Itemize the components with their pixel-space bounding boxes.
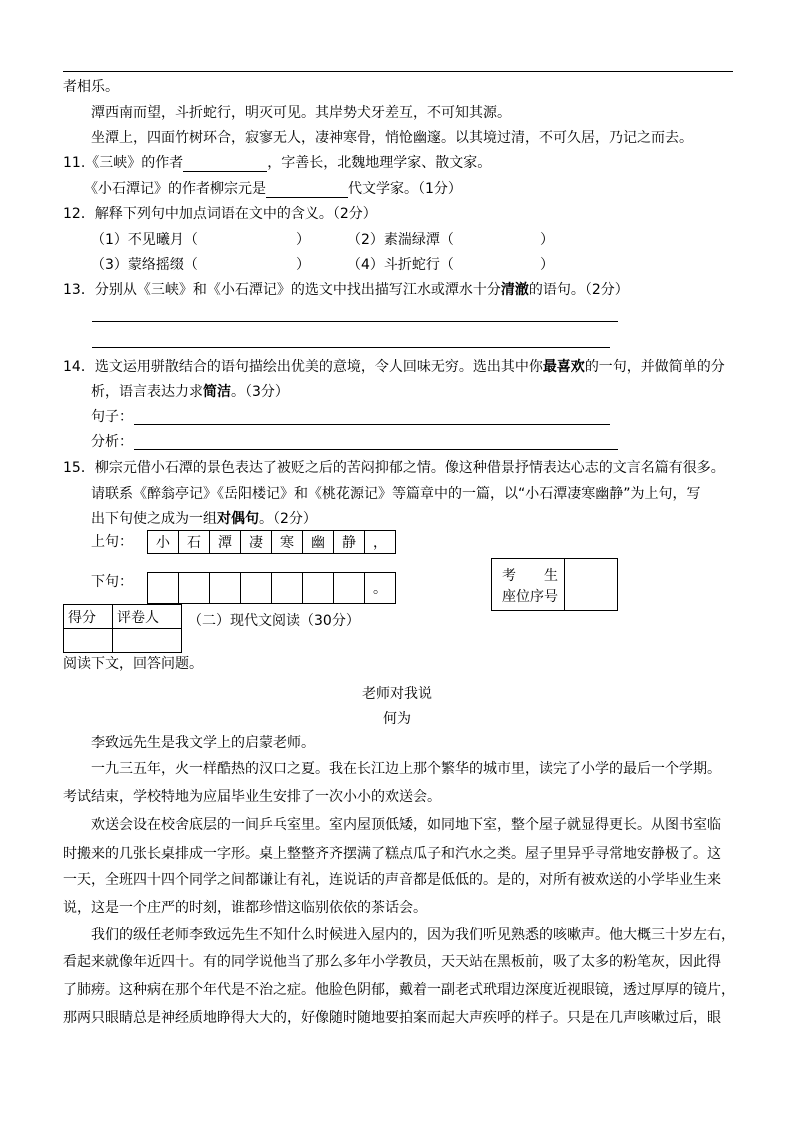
grid-cell: 潭: [210, 531, 241, 554]
answer-cell[interactable]: [148, 573, 179, 604]
score-header: 得分: [64, 605, 113, 629]
q11-text-post: ，字善长，北魏地理学家、散文家。: [267, 155, 492, 171]
score-table: [63, 604, 182, 653]
q12-item-4-close: ）: [540, 257, 554, 273]
q13-pre: 13．分别从《三峡》和《小石潭记》的选文中找出描写江水或潭水十分: [63, 282, 501, 298]
paragraph-line: 了肺痨。这种病在那个年代是不治之症。他脸色阴郁，戴着一副老式玳瑁边深度近视眼镜，透过厚厚的镜片，: [63, 982, 735, 998]
q12-item-label: （1）不见曦月（: [91, 232, 198, 248]
q13-post: 的语句。（2分）: [528, 282, 629, 298]
lower-line-grid: [147, 572, 396, 604]
paragraph-line: 一九三五年，火一样酷热的汉口之夏。我在长江边上那个繁华的城市里，读完了小学的最后一个学期。: [91, 761, 721, 777]
answer-cell-end: 。: [365, 573, 396, 604]
q11-dynasty-blank[interactable]: [266, 183, 348, 198]
grid-cell: 小: [148, 531, 179, 554]
answer-line[interactable]: [92, 347, 610, 348]
analysis-label: 分析：: [91, 434, 133, 450]
q12-item-4: （4）斗折蛇行（: [347, 257, 454, 273]
q13-bold: 清澈: [500, 282, 529, 298]
answer-cell[interactable]: [272, 573, 303, 604]
paragraph-line: 时搬来的几张长桌排成一字形。桌上整整齐齐摆满了糕点瓜子和汽水之类。屋子里异乎寻常地安静极了。这: [63, 846, 721, 862]
q11b-text-pre: 《小石潭记》的作者柳宗元是: [84, 181, 266, 197]
q14-l2-post: 。（3分）: [231, 384, 289, 400]
answer-cell[interactable]: [334, 573, 365, 604]
text-line: 潭西南而望，斗折蛇行，明灭可见。其岸势犬牙差互，不可知其源。: [91, 105, 511, 121]
paragraph-line: 那两只眼睛总是神经质地睁得大大的，好像随时随地要拍案而起大声疾呼的样子。只是在几声咳嗽过后，眼: [63, 1010, 721, 1026]
seat-number-box: [491, 558, 618, 611]
section-title: （二）现代文阅读（30分）: [188, 613, 360, 629]
question-15-line2: 请联系《醉翁亭记》《岳阳楼记》和《桃花源记》等篇章中的一篇，以“小石潭凄寒幽静”为上句，写: [91, 486, 701, 502]
sentence-label: 句子：: [91, 409, 133, 425]
question-14-line1: [63, 358, 725, 376]
question-12-title: 12．解释下列句中加点词语在文中的含义。（2分）: [63, 206, 377, 222]
paragraph-line: 我们的级任老师李致远先生不知什么时候进入屋内的，因为我们听见熟悉的咳嗽声。他大概三十岁左右，: [91, 927, 735, 943]
q12-item-1: [91, 231, 198, 249]
reading-instruction: 阅读下文，回答问题。: [63, 656, 203, 672]
grid-cell: ，: [365, 531, 396, 554]
text-line: 者相乐。: [63, 79, 119, 95]
question-15-line1: 15．柳宗元借小石潭的景色表达了被贬之后的苦闷抑郁之情。像这种借景抒情表达心志的文言名篇有很多。: [63, 460, 725, 476]
question-13: [63, 281, 629, 299]
grid-cell: 凄: [241, 531, 272, 554]
question-15-line3: [91, 510, 317, 528]
question-11a: [63, 154, 491, 172]
grader-header: 评卷人: [113, 605, 182, 629]
grid-cell: 寒: [272, 531, 303, 554]
seat-label-line2: 座位序号: [502, 589, 558, 605]
q14-bold: 最喜欢: [542, 359, 585, 375]
paragraph-line: 考试结束，学校特地为应届毕业生安排了一次小小的欢送会。: [63, 789, 441, 805]
q12-item-3: （3）蒙络摇缀（: [91, 257, 198, 273]
q14-l2-bold: 简洁: [203, 384, 231, 400]
q12-item-2-close: ）: [540, 232, 554, 248]
seat-label: [492, 559, 565, 610]
q11-author-blank[interactable]: [183, 157, 267, 172]
q12-item-3-close: ）: [296, 257, 310, 273]
analysis-answer-line[interactable]: [134, 449, 618, 450]
upper-line-label: 上句：: [91, 534, 133, 550]
grid-cell: 静: [334, 531, 365, 554]
answer-cell[interactable]: [179, 573, 210, 604]
q12-item-2: （2）素湍绿潭（: [347, 232, 454, 248]
score-cell[interactable]: [64, 629, 113, 653]
q15-l3-post: 。（2分）: [259, 511, 317, 527]
answer-cell[interactable]: [210, 573, 241, 604]
paragraph-line: 看起来就像年近四十。有的同学说他当了那么多年小学教员，天天站在黑板前，吸了太多的粉笔灰，因此得: [63, 954, 721, 970]
answer-line[interactable]: [92, 321, 618, 322]
paragraph-line: 李致远先生是我文学上的启蒙老师。: [91, 735, 315, 751]
paragraph-line: 一天，全班四十四个同学之间都谦让有礼，连说话的声音都是低低的。是的，对所有被欢送的小学毕业生来: [63, 872, 721, 888]
q15-l3-pre: 出下句使之成为一组: [91, 511, 217, 527]
seat-label-line1: 考 生: [502, 568, 558, 584]
answer-cell[interactable]: [241, 573, 272, 604]
answer-cell[interactable]: [303, 573, 334, 604]
header-rule: [63, 71, 733, 72]
q12-item-1-close: ）: [296, 232, 310, 248]
q14-post: 的一句，并做简单的分: [584, 359, 725, 375]
paragraph-line: 说，这是一个庄严的时刻，谁都珍惜这临别依依的茶话会。: [63, 900, 427, 916]
question-14-line2: [91, 383, 289, 401]
grid-cell: 幽: [303, 531, 334, 554]
q11b-text-post: 代文学家。（1分）: [348, 181, 462, 197]
q15-bold: 对偶句: [217, 511, 259, 527]
grid-cell: 石: [179, 531, 210, 554]
text-line: 坐潭上，四面竹树环合，寂寥无人，凄神寒骨，悄怆幽邃。以其境过清，不可久居，乃记之而去。: [91, 130, 693, 146]
article-author: 何为: [383, 711, 411, 727]
q14-pre: 14．选文运用骈散结合的语句描绘出优美的意境，令人回味无穷。选出其中你: [63, 359, 543, 375]
paragraph-line: 欢送会设在校舍底层的一间乒乓室里。室内屋顶低矮，如同地下室，整个屋子就显得更长。从图书室临: [91, 817, 721, 833]
sentence-answer-line[interactable]: [134, 424, 610, 425]
upper-line-grid: [147, 530, 396, 554]
grader-cell[interactable]: [113, 629, 182, 653]
q11-text-pre: 11.《三峡》的作者: [63, 155, 184, 171]
article-title: 老师对我说: [362, 686, 432, 702]
question-11b: [84, 180, 462, 198]
q14-l2-pre: 析，语言表达力求: [91, 384, 203, 400]
lower-line-label: 下句：: [91, 574, 133, 590]
